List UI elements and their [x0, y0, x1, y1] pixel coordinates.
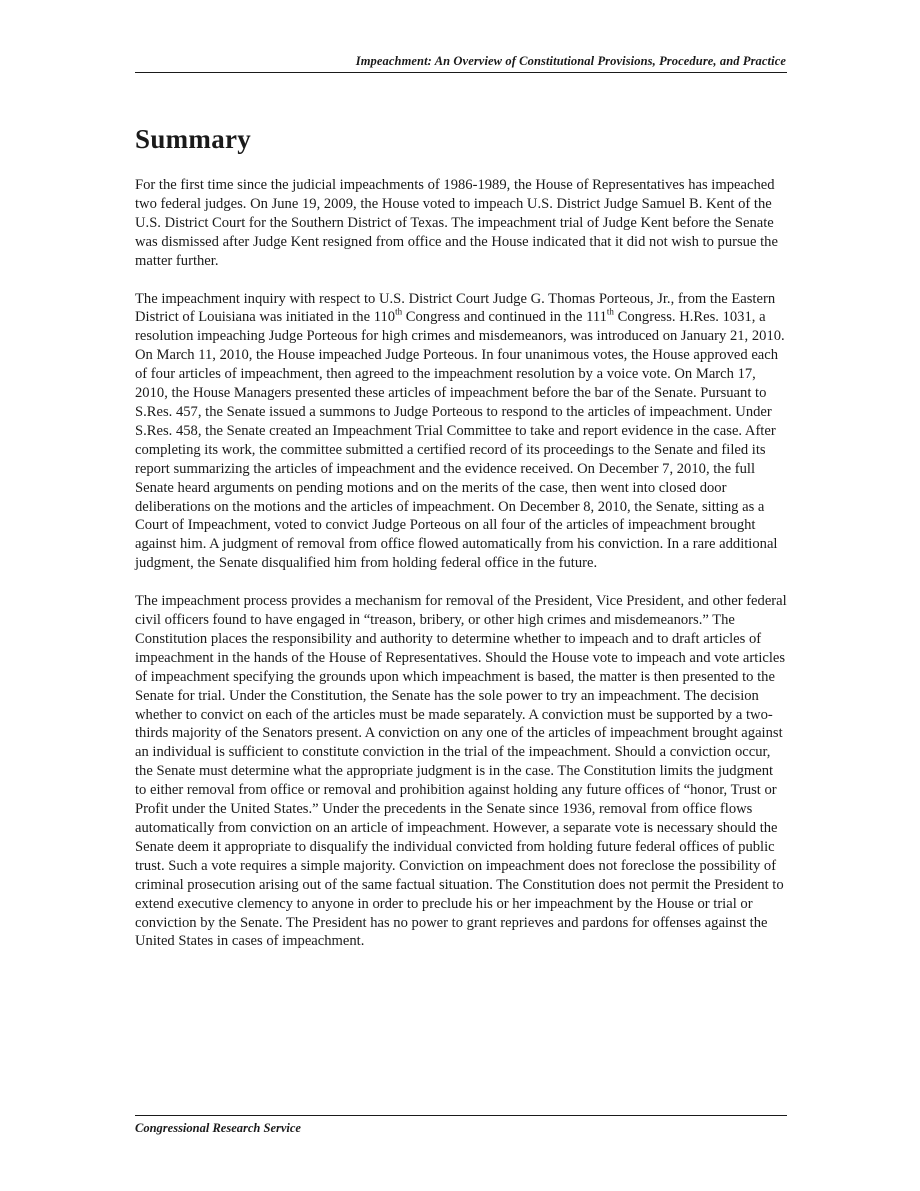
header-rule — [135, 72, 787, 73]
footer-rule — [135, 1115, 787, 1116]
paragraph-impeachment-process: The impeachment process provides a mechanism for removal of the President, Vice President, and other federal civil officers found to have engaged in “treason, bribery, or other high crimes and misdemeanors.” The Constitution places the responsibility and authority to determine whether to impeach and to draft articles of impeachment in the hands of the House of Representatives. Should the House vote to impeach and vote articles of impeachment specifying the grounds upon which impeachment is based, the matter is then presented to the Senate for trial. Under the Constitution, the Senate has the sole power to try an impeachment. The decision whether to convict on each of the articles must be made separately. A conviction must be supported by a two-thirds majority of the Senators present. A conviction on any one of the articles of impeachment brought against an individual is sufficient to constitute conviction in the trial of the impeachment. Should a conviction occur, the Senate must determine what the appropriate judgment is in the case. The Constitution limits the judgment to either removal from office or removal and prohibition against holding any future offices of “honor, Trust or Profit under the United States.” Under the precedents in the Senate since 1936, removal from office flows automatically from conviction on an article of impeachment. However, a separate vote is necessary should the Senate deem it appropriate to disqualify the individual convicted from holding future federal offices of public trust. Such a vote requires a simple majority. Conviction on impeachment does not foreclose the possibility of criminal prosecution arising out of the same factual situation. The Constitution does not permit the President to extend executive clemency to anyone in order to preclude his or her impeachment by the House or trial or conviction by the Senate. The President has no power to grant reprieves and pardons for offenses against the United States in cases of impeachment. — [135, 593, 787, 950]
ordinal-superscript: th — [395, 307, 403, 318]
paragraph-segment: Congress. H.Res. 1031, a resolution impeaching Judge Porteous for high crimes and misdemeanors, was introduced on January 21, 2010. On March 11, 2010, the House impeached Judge Porteous. In four unanimous votes, the House approved each of four articles of impeachment, then agreed to the impeachment resolution by a voice vote. On March 17, 2010, the House Managers presented these articles of impeachment before the bar of the Senate. Pursuant to S.Res. 457, the Senate issued a summons to Judge Porteous to respond to the articles of impeachment. Under S.Res. 458, the Senate created an Impeachment Trial Committee to take and report evidence in the case. After completing its work, the committee submitted a certified record of its proceedings to the Senate and filed its report summarizing the articles of impeachment and the evidence received. On December 7, 2010, the full Senate heard arguments on pending motions and on the merits of the case, then went into closed door deliberations on the motions and the articles of impeachment. On December 8, 2010, the Senate, sitting as a Court of Impeachment, voted to convict Judge Porteous on all four of the articles of impeachment brought against him. A judgment of removal from office flowed automatically from his conviction. In a rare additional judgment, the Senate disqualified him from holding federal office in the future. — [135, 309, 785, 572]
paragraph-porteous-impeachment — [135, 290, 787, 574]
paragraph-segment: Congress and continued in the 111 — [402, 309, 607, 326]
ordinal-superscript: th — [606, 307, 614, 318]
paragraph-kent-impeachment: For the first time since the judicial impeachments of 1986-1989, the House of Representatives has impeached two federal judges. On June 19, 2009, the House voted to impeach U.S. District Judge Samuel B. Kent of the U.S. District Court for the Southern District of Texas. The impeachment trial of Judge Kent before the Senate was dismissed after Judge Kent resigned from office and the House indicated that it did not wish to pursue the matter further. — [135, 177, 778, 269]
section-title: Summary — [135, 124, 252, 154]
summary-body — [135, 176, 787, 970]
paragraph-segment: The impeachment inquiry with respect to U.S. District Court Judge G. Thomas Porteous, Jr., from the Eastern District of Louisiana was initiated in the 110 — [135, 290, 776, 326]
running-header: Impeachment: An Overview of Constitutional Provisions, Procedure, and Practice — [355, 54, 786, 68]
footer-publisher: Congressional Research Service — [135, 1121, 301, 1135]
